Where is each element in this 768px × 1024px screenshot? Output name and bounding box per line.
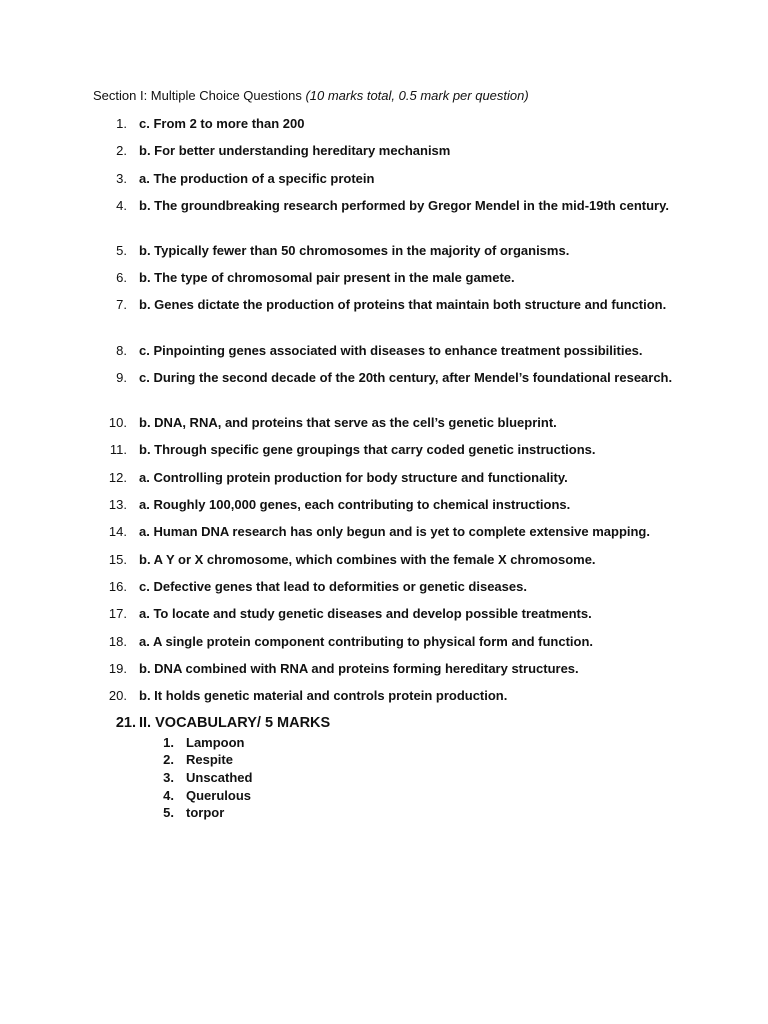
list-item-answer: c. From 2 to more than 200 [139,116,305,131]
list-item-number: 2. [116,143,127,158]
list-item-answer: a. Roughly 100,000 genes, each contributing to chemical instructions. [139,497,571,512]
list-item-number: 16. [108,579,127,594]
list-item-answer: a. To locate and study genetic diseases and develop possible treatments. [139,606,592,621]
list-item-answer: c. Defective genes that lead to deformities or genetic diseases. [139,579,527,594]
vocabulary-item-word: Lampoon [186,735,245,750]
list-item-answer: a. The production of a specific protein [139,171,375,186]
list-item-number: 17. [108,606,127,621]
list-item-answer: b. Typically fewer than 50 chromosomes in the majority of organisms. [139,243,570,258]
list-item-answer: b. The type of chromosomal pair present in the male gamete. [139,270,515,285]
vocabulary-item-number: 3. [163,770,174,785]
list-item-answer: b. Genes dictate the production of proteins that maintain both structure and function. [139,297,667,312]
list-item-answer: a. Controlling protein production for body structure and functionality. [139,470,568,485]
list-item-number: 11. [109,442,127,457]
list-item-number: 13. [108,497,127,512]
list-item-number: 9. [116,370,127,385]
vocabulary-item-word: Respite [186,752,233,767]
list-item-number: 4. [116,198,127,213]
list-item-answer: c. During the second decade of the 20th century, after Mendel’s foundational research. [139,370,673,385]
vocabulary-item-word: torpor [186,805,225,820]
list-item-number: 7. [116,297,127,312]
list-item-answer: b. Through specific gene groupings that carry coded genetic instructions. [139,442,596,457]
list-item-answer: c. Pinpointing genes associated with diseases to enhance treatment possibilities. [139,343,643,358]
vocabulary-item-number: 2. [163,752,174,767]
list-item-number: 15. [108,552,127,567]
vocabulary-heading-text: II. VOCABULARY/ 5 MARKS [139,715,331,731]
vocabulary-item-number: 4. [163,788,174,803]
list-item-number: 1. [116,116,127,131]
list-item-answer: b. It holds genetic material and controls protein production. [139,688,508,703]
vocabulary-heading-number: 21. [115,715,136,731]
list-item-number: 5. [116,243,127,258]
vocabulary-item-word: Unscathed [186,770,253,785]
list-item-answer: a. A single protein component contributing to physical form and function. [139,634,594,649]
list-item-answer: b. DNA combined with RNA and proteins forming hereditary structures. [139,661,579,676]
list-item-number: 20. [108,688,127,703]
list-item-number: 19. [108,661,127,676]
list-item-number: 12. [108,470,127,485]
list-item-answer: b. A Y or X chromosome, which combines with the female X chromosome. [139,552,596,567]
list-item-answer: b. For better understanding hereditary mechanism [139,143,451,158]
list-item-number: 14. [108,524,127,539]
list-item-answer: a. Human DNA research has only begun and is yet to complete extensive mapping. [139,524,650,539]
vocabulary-item-number: 5. [163,805,174,820]
vocabulary-item-word: Querulous [186,788,252,803]
section-title: Section I: Multiple Choice Questions [93,88,306,103]
list-item-answer: b. DNA, RNA, and proteins that serve as the cell’s genetic blueprint. [139,415,557,430]
list-item-number: 18. [108,634,127,649]
list-item-answer: b. The groundbreaking research performed by Gregor Mendel in the mid-19th century. [139,198,669,213]
list-item-number: 8. [116,343,127,358]
list-item-number: 6. [116,270,127,285]
vocabulary-item-number: 1. [163,735,174,750]
list-item-number: 10. [108,415,127,430]
section-marks-note: (10 marks total, 0.5 mark per question) [305,88,529,103]
list-item-number: 3. [116,171,127,186]
